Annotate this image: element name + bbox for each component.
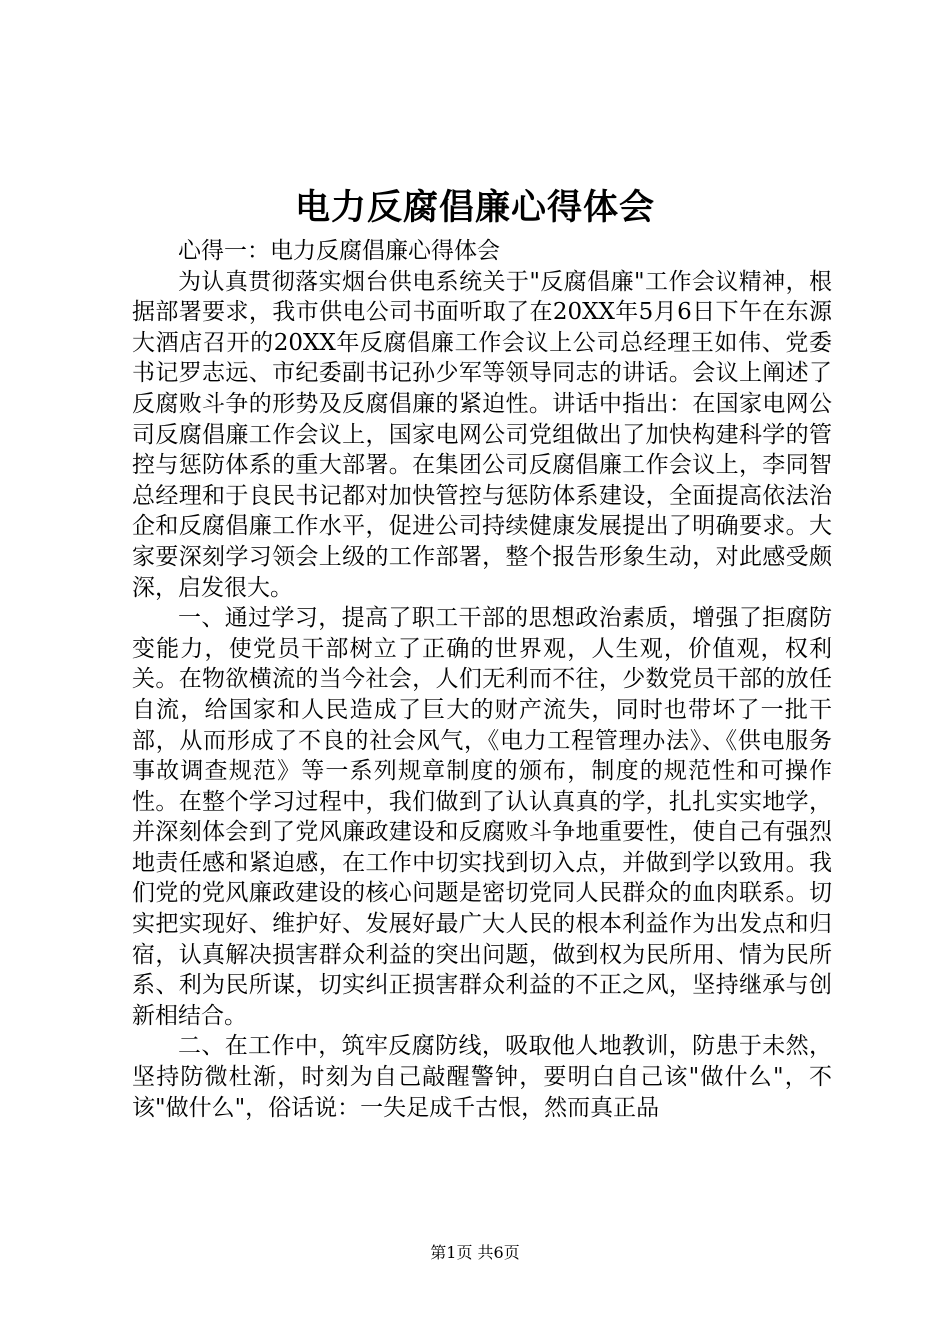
section-heading: 心得一：电力反腐倡廉心得体会 bbox=[178, 238, 500, 264]
page-number-footer: 第1页 共6页 bbox=[430, 1243, 520, 1262]
document-title: 电力反腐倡廉心得体会 bbox=[294, 187, 655, 228]
body-paragraph: 二、在工作中，筑牢反腐防线，吸取他人地教训，防患于未然，坚持防微杜渐，时刻为自己敲醒警钟，要明白自己该"做什么"，不该"做什么"，俗话说：一失足成千古恨，然而真正品 bbox=[132, 1033, 832, 1121]
body-paragraph: 为认真贯彻落实烟台供电系统关于"反腐倡廉"工作会议精神，根据部署要求，我市供电公司书面听取了在20XX年5月6日下午在东源大酒店召开的20XX年反腐倡廉工作会议上公司总经理王如伟、党委书记罗志远、市纪委副书记孙少军等领导同志的讲话。会议上阐述了反腐败斗争的形势及反腐倡廉的紧迫性。讲话中指出：在国家电网公司反腐倡廉工作会议上，国家电网公司党组做出了加快构建科学的管控与惩防体系的重大部署。在集团公司反腐倡廉工作会议上，李同智总经理和于良民书记都对加快管控与惩防体系建设，全面提高依法治企和反腐倡廉工作水平，促进公司持续健康发展提出了明确要求。大家要深刻学习领会上级的工作部署，整个报告形象生动，对此感受颇深，启发很大。 bbox=[132, 268, 832, 601]
document-body bbox=[132, 236, 832, 1123]
body-paragraph: 一、通过学习，提高了职工干部的思想政治素质，增强了拒腐防变能力，使党员干部树立了正确的世界观，人生观，价值观，权利关。在物欲横流的当今社会，人们无利而不往，少数党员干部的放任自流，给国家和人民造成了巨大的财产流失，同时也带坏了一批干部，从而形成了不良的社会风气，《电力工程管理办法》、《供电服务事故调查规范》等一系列规章制度的颁布，制度的规范性和可操作性。在整个学习过程中，我们做到了认认真真的学，扎扎实实地学，并深刻体会到了党风廉政建设和反腐败斗争地重要性，使自己有强烈地责任感和紧迫感，在工作中切实找到切入点，并做到学以致用。我们党的党风廉政建设的核心问题是密切党同人民群众的血肉联系。切实把实现好、维护好、发展好最广大人民的根本利益作为出发点和归宿，认真解决损害群众利益的突出问题，做到权为民所用、情为民所系、利为民所谋，切实纠正损害群众利益的不正之风，坚持继承与创新相结合。 bbox=[132, 605, 832, 1029]
